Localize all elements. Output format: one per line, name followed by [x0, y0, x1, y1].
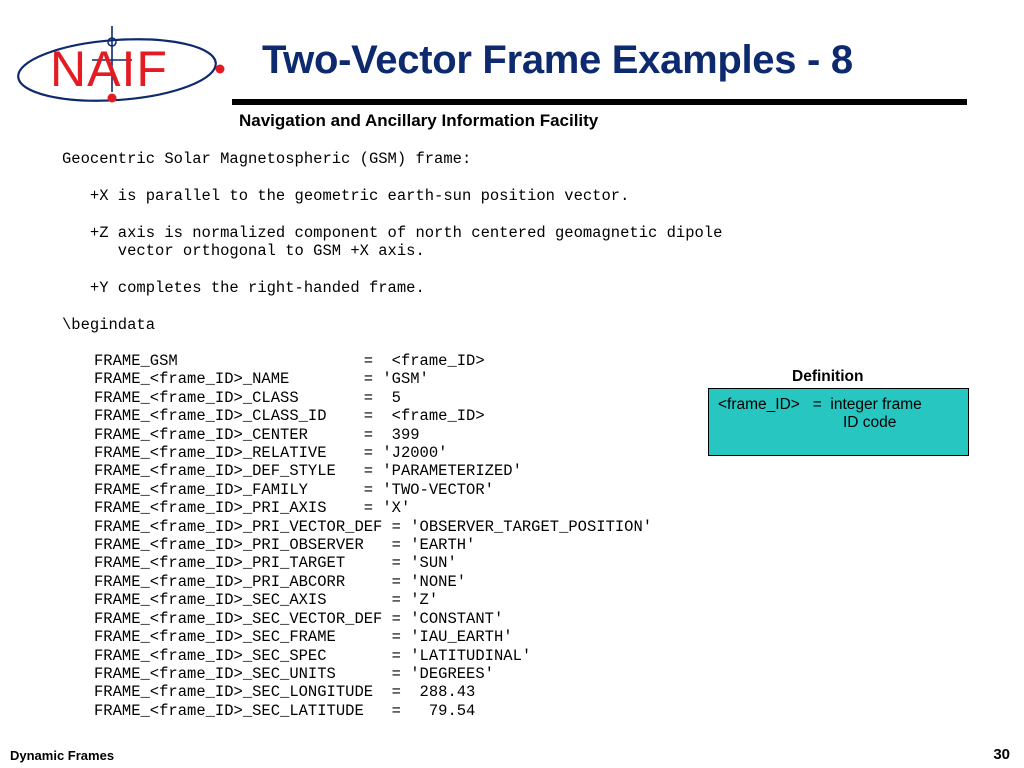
naif-logo	[12, 22, 237, 112]
slide-subtitle: Navigation and Ancillary Information Facility	[239, 111, 599, 130]
page-number: 30	[993, 746, 1010, 763]
definition-label: Definition	[792, 368, 864, 385]
intro-text: Geocentric Solar Magnetospheric (GSM) frame: +X is parallel to the geometric earth-sun position vector. +Z axis is normalized component of north centered geomagnetic dipole vector orthogonal to GSM +X axis. +Y completes the right-handed frame. \begindata	[62, 150, 723, 334]
logo-text: NAIF	[50, 41, 168, 97]
title-rule	[232, 99, 967, 105]
slide-title: Two-Vector Frame Examples - 8	[262, 38, 853, 82]
frame-kernel-definitions: FRAME_GSM = <frame_ID> FRAME_<frame_ID>_NAME = 'GSM' FRAME_<frame_ID>_CLASS = 5 FRAME_<frame_ID>_CLASS_ID = <frame_ID> FRAME_<frame_ID>_CENTER = 399 FRAME_<frame_ID>_RELATIVE = 'J2000' FRAME_<frame_ID>_DEF_STYLE = 'PARAMETERIZED' FRAME_<frame_ID>_FAMILY = 'TWO-VECTOR' FRAME_<frame_ID>_PRI_AXIS = 'X' FRAME_<frame_ID>_PRI_VECTOR_DEF = 'OBSERVER_TARGET_POSITION' FRAME_<frame_ID>_PRI_OBSERVER = 'EARTH' FRAME_<frame_ID>_PRI_TARGET = 'SUN' FRAME_<frame_ID>_PRI_ABCORR = 'NONE' FRAME_<frame_ID>_SEC_AXIS = 'Z' FRAME_<frame_ID>_SEC_VECTOR_DEF = 'CONSTANT' FRAME_<frame_ID>_SEC_FRAME = 'IAU_EARTH' FRAME_<frame_ID>_SEC_SPEC = 'LATITUDINAL' FRAME_<frame_ID>_SEC_UNITS = 'DEGREES' FRAME_<frame_ID>_SEC_LONGITUDE = 288.43 FRAME_<frame_ID>_SEC_LATITUDE = 79.54	[94, 352, 653, 720]
definition-box	[708, 388, 969, 456]
definition-line-1: <frame_ID> = integer frame	[718, 396, 922, 413]
definition-line-2: ID code	[843, 414, 897, 431]
footer-section-title: Dynamic Frames	[10, 748, 115, 763]
